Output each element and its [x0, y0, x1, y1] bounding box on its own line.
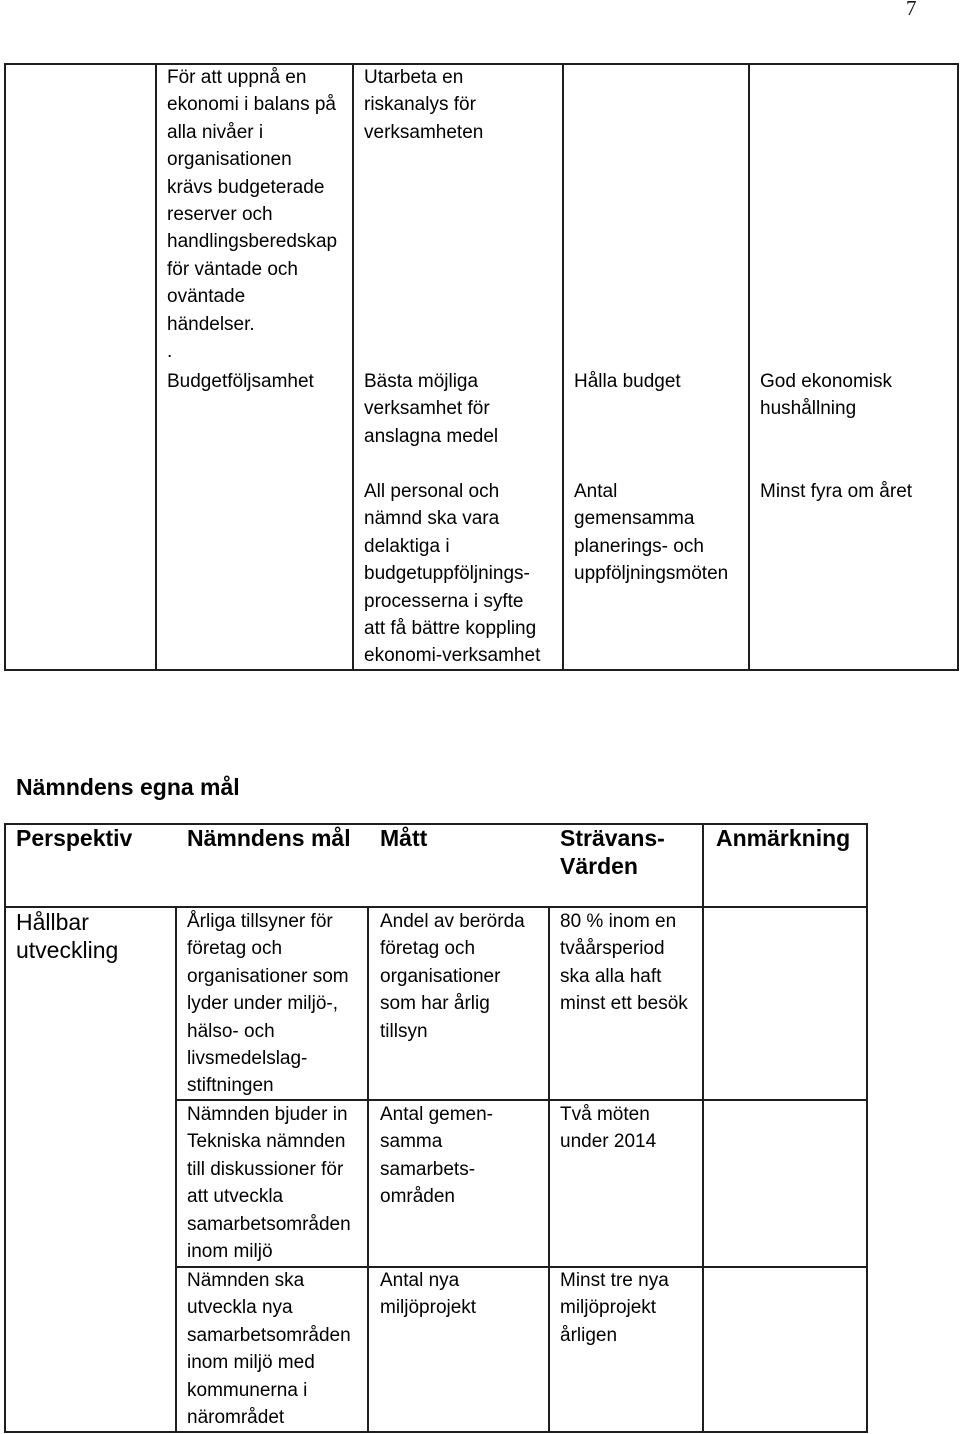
table2-row3-goal: Nämnden ska utveckla nya samarbetsområden inom miljö med kommunerna i närområdet — [187, 1270, 351, 1429]
table1-column-divider — [562, 63, 564, 671]
table2-row1-measure: Andel av berörda företag och organisationer som har årlig tillsyn — [380, 911, 525, 1042]
table1-row2-col5: God ekonomisk hushållning — [760, 371, 893, 420]
table1-row3-col4: Antal gemensamma planerings- och uppföljningsmöten — [574, 481, 729, 585]
table2-row3-target: Minst tre nya miljöprojekt årligen — [560, 1270, 669, 1346]
table2-column-divider — [548, 906, 550, 1433]
table1-column-divider — [748, 63, 750, 671]
table2-row2-goal: Nämnden bjuder in Tekniska nämnden till diskussioner för att utveckla samarbetsområden inom miljö — [187, 1104, 351, 1263]
table2-row3-measure: Antal nya miljöprojekt — [380, 1270, 477, 1319]
table1-row2-col2: Budgetföljsamhet — [167, 371, 314, 392]
table2-row2-measure: Antal gemen- samma samarbets- områden — [380, 1104, 494, 1208]
table1-border-right — [957, 63, 959, 671]
header-perspective: Perspektiv — [16, 825, 133, 851]
table2-border-bottom — [4, 1431, 868, 1433]
perspective-cell: Hållbar utveckling — [16, 909, 119, 963]
header-measure: Mått — [380, 825, 428, 851]
table2-border-right — [866, 823, 868, 1433]
table1-row3-col5: Minst fyra om året — [760, 481, 913, 502]
page-number: 7 — [906, 0, 917, 20]
table2-row2-target: Två möten under 2014 — [560, 1104, 657, 1153]
table1-row2-col4: Hålla budget — [574, 371, 681, 392]
table2-row1-target: 80 % inom en tvåårsperiod ska alla haft minst ett besök — [560, 911, 688, 1015]
header-goal: Nämndens mål — [187, 825, 351, 851]
table1-column-divider — [155, 63, 157, 671]
table1-column-divider — [352, 63, 354, 671]
section-heading: Nämndens egna mål — [16, 774, 240, 800]
table2-column-divider — [702, 823, 704, 1433]
header-target: Strävans- Värden — [560, 825, 665, 879]
table1-row3-col3: All personal och nämnd ska vara delaktiga i budgetuppföljnings- processerna i syfte att få bättre koppling ekonomi-verksamhet — [364, 481, 541, 667]
table1-row1-col3: Utarbeta en riskanalys för verksamheten — [364, 67, 484, 143]
table1-border-left — [4, 63, 6, 671]
header-note: Anmärkning — [716, 825, 851, 851]
table1-row1-col2: För att uppnå en ekonomi i balans på alla nivåer i organisationen krävs budgeterade reserver och handlingsberedskap för väntade och oväntade händelser. . — [167, 67, 338, 363]
table2-column-divider — [367, 906, 369, 1433]
table2-row1-goal: Årliga tillsyner för företag och organisationer som lyder under miljö-, hälso- och livsmedelslag- stiftningen — [187, 911, 349, 1097]
table2-border-left — [4, 823, 6, 1433]
table2-column-divider — [175, 906, 177, 1433]
table1-row2-col3: Bästa möjliga verksamhet för anslagna medel — [364, 371, 499, 447]
